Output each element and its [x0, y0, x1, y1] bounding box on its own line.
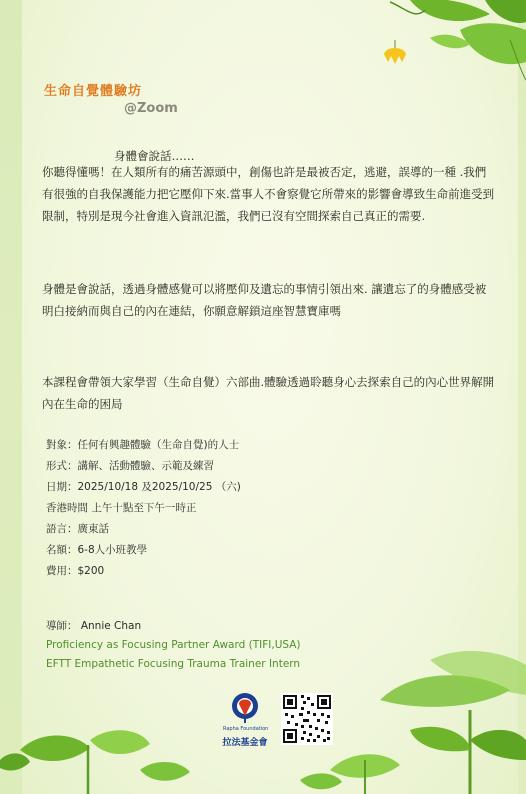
teacher-name-line [46, 616, 301, 636]
yellow-flower-icon [380, 40, 410, 66]
detail-language: 語言：廣東話 [46, 523, 109, 535]
intro-paragraph-2: 身體是會說話，透過身體感覺可以將壓仰及遺忘的事情引領出來. 讓遺忘了的身體感受被明白接納而與自己的內在連結，你願意解鎖這座智慧寶庫嗎 [42, 282, 487, 318]
teacher-credential-1: Proficiency as Focusing Partner Award (TIFI,USA) [46, 639, 301, 651]
detail-quota: 名額：6-8人小班教學 [46, 544, 148, 556]
event-details [46, 435, 241, 582]
teacher-name: Annie Chan [80, 620, 142, 632]
teacher-info [46, 616, 301, 674]
teacher-label: 導師： [46, 620, 78, 632]
organizer-name-en: Rapha Foundation [223, 726, 269, 732]
event-title: 生命自覺體驗坊 [44, 84, 143, 99]
organizer-name-zh: 拉法基金會 [222, 738, 268, 748]
qr-code-icon[interactable] [281, 693, 333, 745]
intro-line: 身體會說話…… [114, 149, 195, 163]
detail-fee: 費用：$200 [46, 565, 105, 577]
intro-paragraph-3: 本課程會帶領大家學習（生命自覺）六部曲.體驗透過聆聽身心去探索自己的內心世界解開內在生命的困局 [42, 375, 495, 411]
detail-date: 日期：2025/10/18 及2025/10/25 （六) [46, 481, 241, 493]
detail-target: 對象：任何有興趣體驗（生命自覺)的人士 [46, 439, 240, 451]
detail-time: 香港時間 上午十點至下午一時正 [46, 502, 197, 514]
intro-paragraph-1: 你聽得懂嗎！在人類所有的痛苦源頭中，創傷也許是最被否定，逃避，誤導的一種 .我們有很強的自我保護能力把它壓仰下來.當事人不會察覺它所帶來的影響會導致生命前進受到限制，特別是現今社會進入資訊氾濫，我們已沒有空間探索自己真正的需要. [42, 165, 495, 223]
rapha-logo-icon [230, 692, 260, 724]
detail-format: 形式：講解、活動體驗、示範及練習 [46, 460, 214, 472]
teacher-credential-2: EFTT Empathetic Focusing Trauma Trainer Intern [46, 658, 301, 670]
platform-label: @Zoom [124, 101, 178, 116]
